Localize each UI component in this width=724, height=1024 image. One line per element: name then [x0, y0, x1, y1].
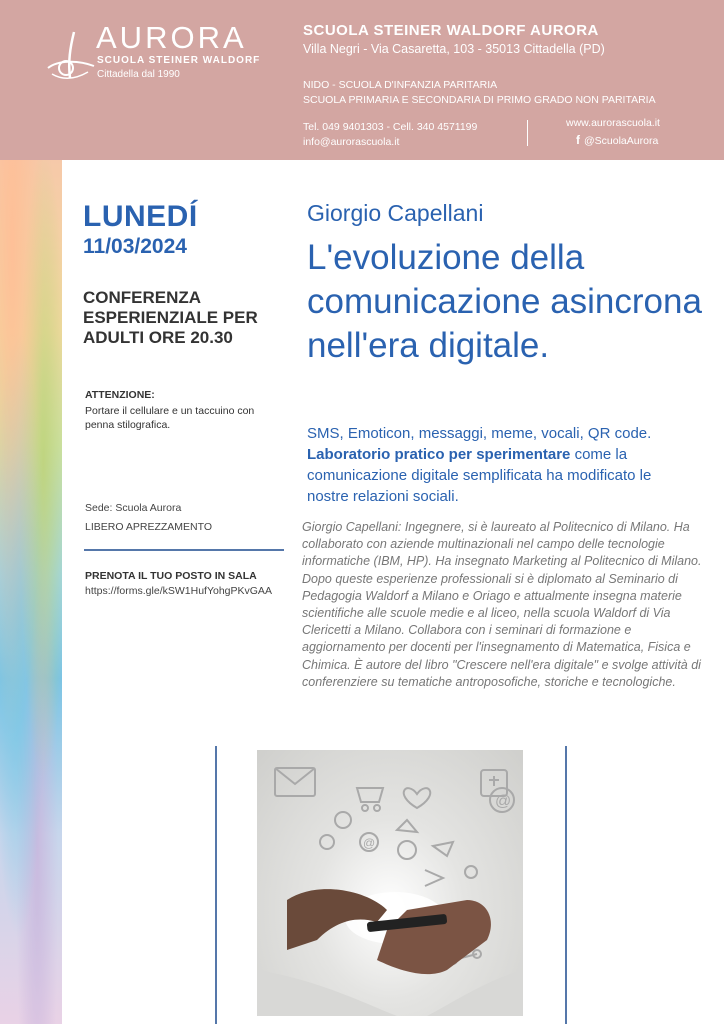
event-type: CONFERENZA ESPERIENZIALE PER ADULTI ORE 20.30 [83, 288, 258, 347]
frame-line-left [215, 746, 217, 1024]
section-divider [84, 549, 284, 551]
speaker-name: Giorgio Capellani [307, 200, 484, 226]
frame-line-right [565, 746, 567, 1024]
speaker-bio: Giorgio Capellani: Ingegnere, si è laureato al Politecnico di Milano. Ha collaborato con aziende multinazionali nel campo delle tecnologie informatiche (IBM, HP). Ha insegnato Marketing al Politecnico di Milano. Dopo queste esperienze professionali si è diplomato al Seminario di Pedagogia Waldorf a Milano e Oriago e attualmente insegna materie scientifiche alle scuole medie e al liceo, nella scuola Waldorf di Via Clericetti a Milano. Collabora con i seminari di formazione e aggiornamento per docenti per l'insegnamento di Matematica, Fisica e Chimica. È autore del libro "Crescere nell'era digitale" e svolge attività di conferenziere su tematiche antroposofiche, storiche e tecnologiche. [302, 520, 702, 689]
contact-phone: Tel. 049 9401303 - Cell. 340 4571199 [303, 121, 478, 133]
school-type-line1: NIDO - SCUOLA D'INFANZIA PARITARIA [303, 79, 498, 91]
social-link[interactable] [576, 133, 658, 147]
school-name: SCUOLA STEINER WALDORF AURORA [303, 22, 599, 39]
school-address: Villa Negri - Via Casaretta, 103 - 35013 Cittadella (PD) [303, 42, 605, 56]
svg-text:@: @ [363, 836, 376, 850]
aurora-logo-icon [44, 28, 96, 84]
logo-since: Cittadella dal 1990 [97, 69, 180, 80]
description-intro: SMS, Emoticon, messaggi, meme, vocali, QR code. [307, 425, 652, 442]
smartphone-photo [257, 750, 523, 1016]
event-venue: Sede: Scuola Aurora [85, 502, 182, 514]
contact-email-link[interactable]: info@aurorascuola.it [303, 136, 400, 148]
attention-label: ATTENZIONE: [85, 389, 155, 401]
event-day: LUNEDÍ [83, 200, 198, 233]
event-title: L'evoluzione della comunicazione asincrona nell'era digitale. [307, 238, 702, 365]
event-description [307, 423, 687, 507]
photo-illustration [257, 750, 523, 1016]
booking-label: PRENOTA IL TUO POSTO IN SALA [85, 570, 257, 582]
description-rest: come la comunicazione digitale semplificata ha modificato le nostre relazioni sociali. [307, 446, 652, 505]
social-handle: @ScuolaAurora [584, 135, 659, 147]
event-date: 11/03/2024 [83, 235, 187, 258]
website-link[interactable]: www.aurorascuola.it [566, 117, 660, 129]
booking-link[interactable]: https://forms.gle/kSW1HufYohgPKvGAA [85, 585, 272, 597]
attention-text: Portare il cellulare e un taccuino con penna stilografica. [85, 405, 255, 431]
svg-text:@: @ [495, 793, 512, 810]
header-banner [0, 0, 724, 160]
description-highlight: Laboratorio pratico per sperimentare [307, 446, 571, 463]
logo-subtitle: SCUOLA STEINER WALDORF [97, 55, 261, 66]
header-divider [527, 120, 528, 146]
event-price: LIBERO APREZZAMENTO [85, 521, 212, 533]
school-type-line2: SCUOLA PRIMARIA E SECONDARIA DI PRIMO GRADO NON PARITARIA [303, 94, 656, 106]
logo-name: AURORA [96, 20, 247, 55]
facebook-icon: f [576, 133, 580, 147]
watercolor-decoration [0, 160, 62, 1024]
